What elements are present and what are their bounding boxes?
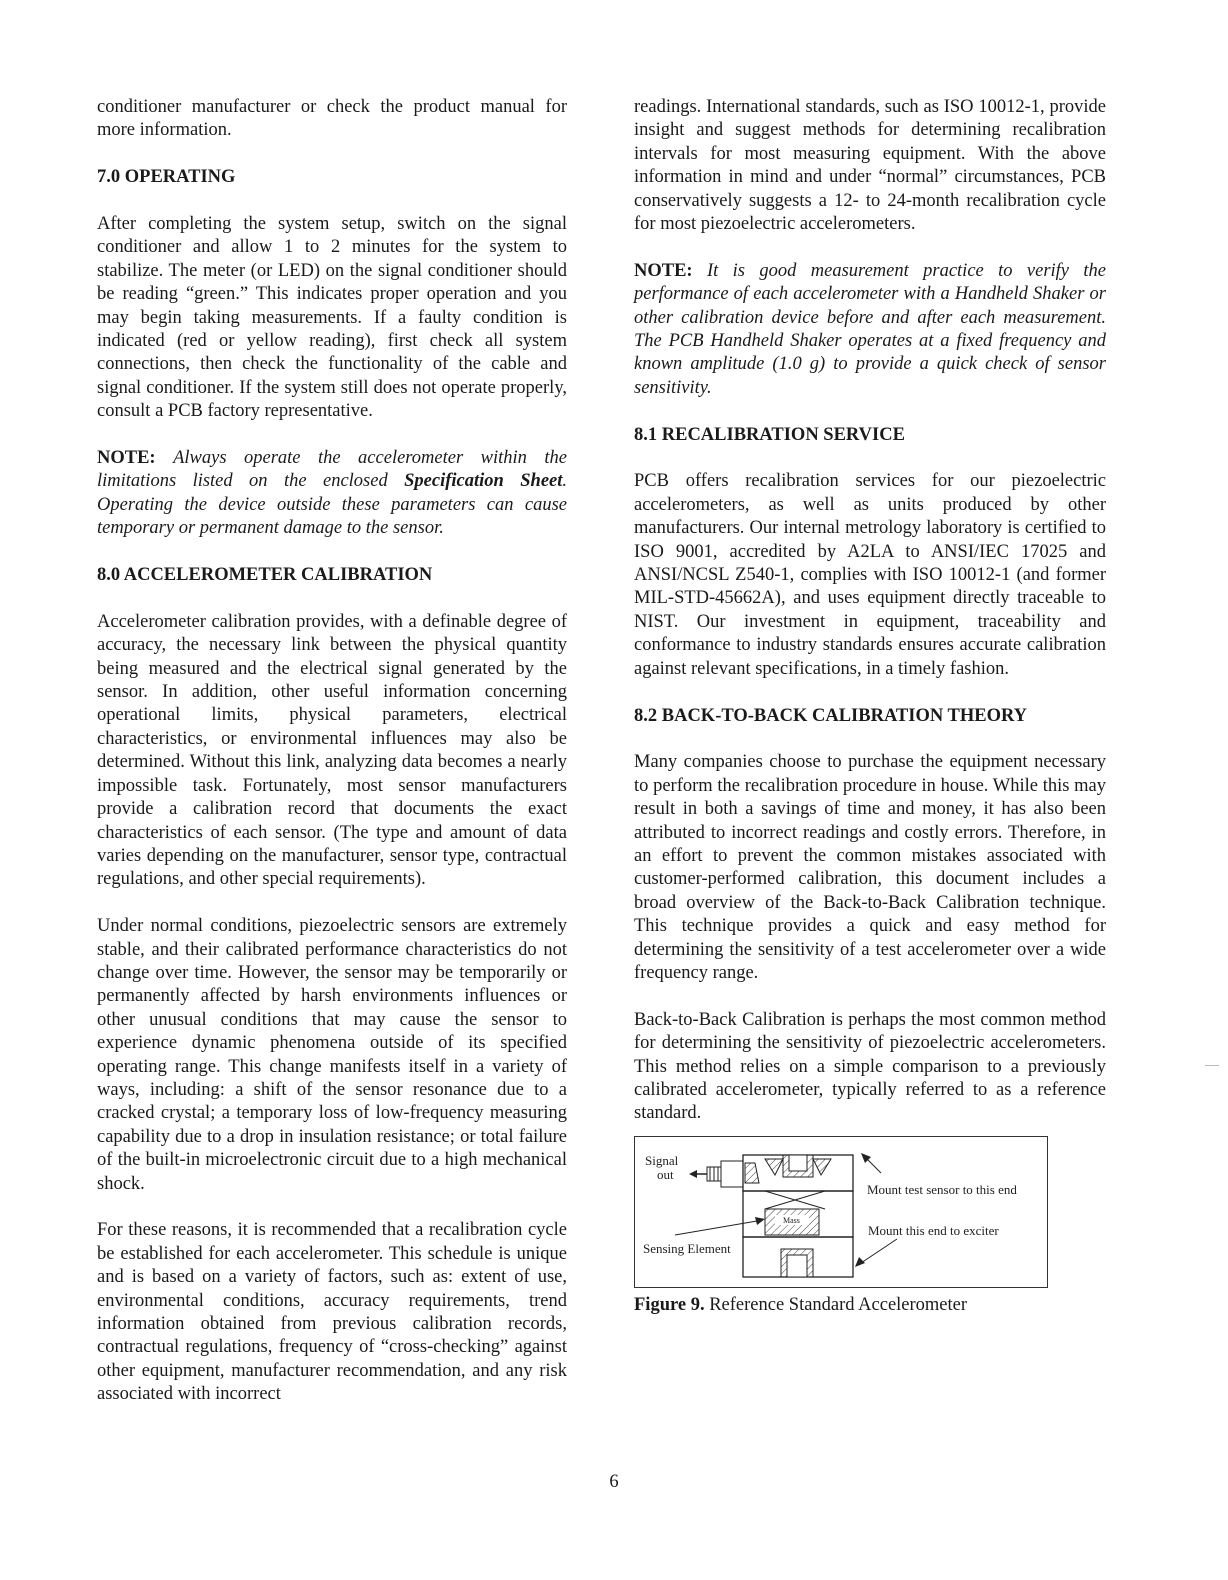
right-column (634, 96, 1106, 1317)
figure-caption-text: Reference Standard Accelerometer (704, 1294, 968, 1315)
note-text-a: Always operate the accelerometer within the limitations listed on the enclosed (97, 448, 567, 492)
signal-label: Signal (645, 1152, 679, 1168)
paragraph-recalibration: PCB offers recalibration services for our piezoelectric accelerometers, as well as units produced by other manufacturers. Our internal metrology laboratory is certified to ISO 9001, accredited by A2LA to ANSI/IEC 17025 and ANSI/NCSL Z540-1, complies with ISO 10012-1 (and former MIL-STD-45662A), and uses equipment directly traceable to NIST. Our investment in equipment, traceability and conformance to industry standards ensures accurate calibration against relevant specifications, in a timely fashion. (634, 471, 1106, 679)
mount-exciter-label: Mount this end to exciter (868, 1222, 999, 1238)
signal-arrow-head (689, 1170, 697, 1178)
note-text-c: . Operating the device outside these parameters can cause temporary or permanent damage to the sensor. (97, 471, 568, 539)
figure-caption (634, 1294, 1106, 1317)
section-heading-recalibration: 8.1 RECALIBRATION SERVICE (634, 424, 905, 445)
note-label: NOTE: (97, 448, 156, 469)
mass-label: Mass (783, 1215, 800, 1225)
paragraph-continued: conditioner manufacturer or check the product manual for more information. (97, 97, 567, 141)
paragraph-calibration-2: Under normal conditions, piezoelectric sensors are extremely stable, and their calibrated performance characteristics do not change over time. However, the sensor may be temporarily or permanently affected by harsh environments influences or other unusual conditions that may cause the sensor to experience dynamic phenomena outside of its specified operating range. This change manifests itself in a variety of ways, including: a shift of the sensor resonance due to a cracked crystal; a temporary loss of low-frequency measuring capability due to a drop in insulation resistance; or total failure of the built-in microelectronic circuit due to a high mechanical shock. (97, 916, 567, 1194)
accelerometer-diagram (635, 1137, 1047, 1287)
scan-edge-mark (1205, 1065, 1219, 1066)
mount-exciter-arrow (861, 1239, 897, 1263)
paragraph-operating: After completing the system setup, switch on the signal conditioner and allow 1 to 2 minutes for the system to stabilize. The meter (or LED) on the signal conditioner should be reading “green.” This indicates proper operation and you may begin taking measurements. If a faulty condition is indicated (red or yellow reading), first check all system connections, then check the functionality of the cable and signal conditioner. If the system still does not operate properly, consult a PCB factory representative. (97, 214, 567, 422)
figure-caption-label: Figure 9. (634, 1294, 705, 1315)
paragraph-readings: readings. International standards, such as ISO 10012-1, provide insight and suggest methods for determining recalibration intervals for most measuring equipment. With the above information in mind and under “normal” circumstances, PCB conservatively suggests a 12- to 24-month recalibration cycle for most piezoelectric accelerometers. (634, 97, 1106, 235)
mount-test-arrow (867, 1159, 881, 1173)
note-handheld-shaker (634, 260, 1106, 400)
section-heading-calibration: 8.0 ACCELEROMETER CALIBRATION (97, 565, 433, 586)
connector-insert (745, 1163, 759, 1183)
section-heading-back-to-back: 8.2 BACK-TO-BACK CALIBRATION THEORY (634, 705, 1028, 726)
note-label: NOTE: (634, 260, 693, 281)
out-label: out (657, 1166, 674, 1182)
note-specification-sheet: Specification Sheet (404, 471, 563, 492)
mount-test-label: Mount test sensor to this end (867, 1181, 1017, 1197)
section-heading-operating: 7.0 OPERATING (97, 167, 236, 188)
page-number: 6 (609, 1472, 619, 1492)
connector-body (721, 1161, 743, 1187)
sensing-element-label: Sensing Element (643, 1240, 731, 1256)
note-text: It is good measurement practice to verify the performance of each accelerometer with a Handheld Shaker or other calibration device before and after each measurement. The PCB Handheld Shaker operates at a fixed frequency and known amplitude (1.0 g) to provide a quick check of sensor sensitivity. (634, 260, 1107, 398)
paragraph-calibration-3: For these reasons, it is recommended that a recalibration cycle be established for each accelerometer. This schedule is unique and is based on a variety of factors, such as: extent of use, environmental conditions, accuracy requirements, trend information obtained from previous calibration records, contractual regulations, frequency of “cross-checking” against other equipment, manufacturer recommendation, and any risk associated with incorrect (97, 1220, 567, 1405)
left-column (97, 96, 567, 1407)
figure-reference-accelerometer (634, 1136, 1048, 1288)
paragraph-back-to-back-1: Many companies choose to purchase the equipment necessary to perform the recalibration procedure in house. While this may result in both a savings of time and money, it has also been attributed to incorrect readings and costly errors. Therefore, in an effort to prevent the common mistakes associated with customer-performed calibration, this document includes a broad overview of the Back-to-Back Calibration technique. This technique provides a quick and easy method for determining the sensitivity of a test accelerometer over a wide frequency range. (634, 752, 1106, 983)
paragraph-back-to-back-2: Back-to-Back Calibration is perhaps the most common method for determining the sensitivity of piezoelectric accelerometers. This method relies on a simple comparison to a previously calibrated accelerometer, typically referred to as a reference standard. (634, 1009, 1106, 1124)
sensing-element-arrow (675, 1221, 757, 1235)
paragraph-calibration-1: Accelerometer calibration provides, with a definable degree of accuracy, the necessary link between the physical quantity being measured and the electrical signal generated by the sensor. In addition, other useful information concerning operational limits, physical parameters, electrical characteristics, or environmental influences may also be determined. Without this link, analyzing data becomes a nearly impossible task. Fortunately, most sensor manufacturers provide a calibration record that documents the exact characteristics of each sensor. (The type and amount of data varies depending on the manufacturer, sensor type, contractual regulations, and other special requirements). (97, 611, 567, 890)
note-operating (97, 447, 567, 541)
